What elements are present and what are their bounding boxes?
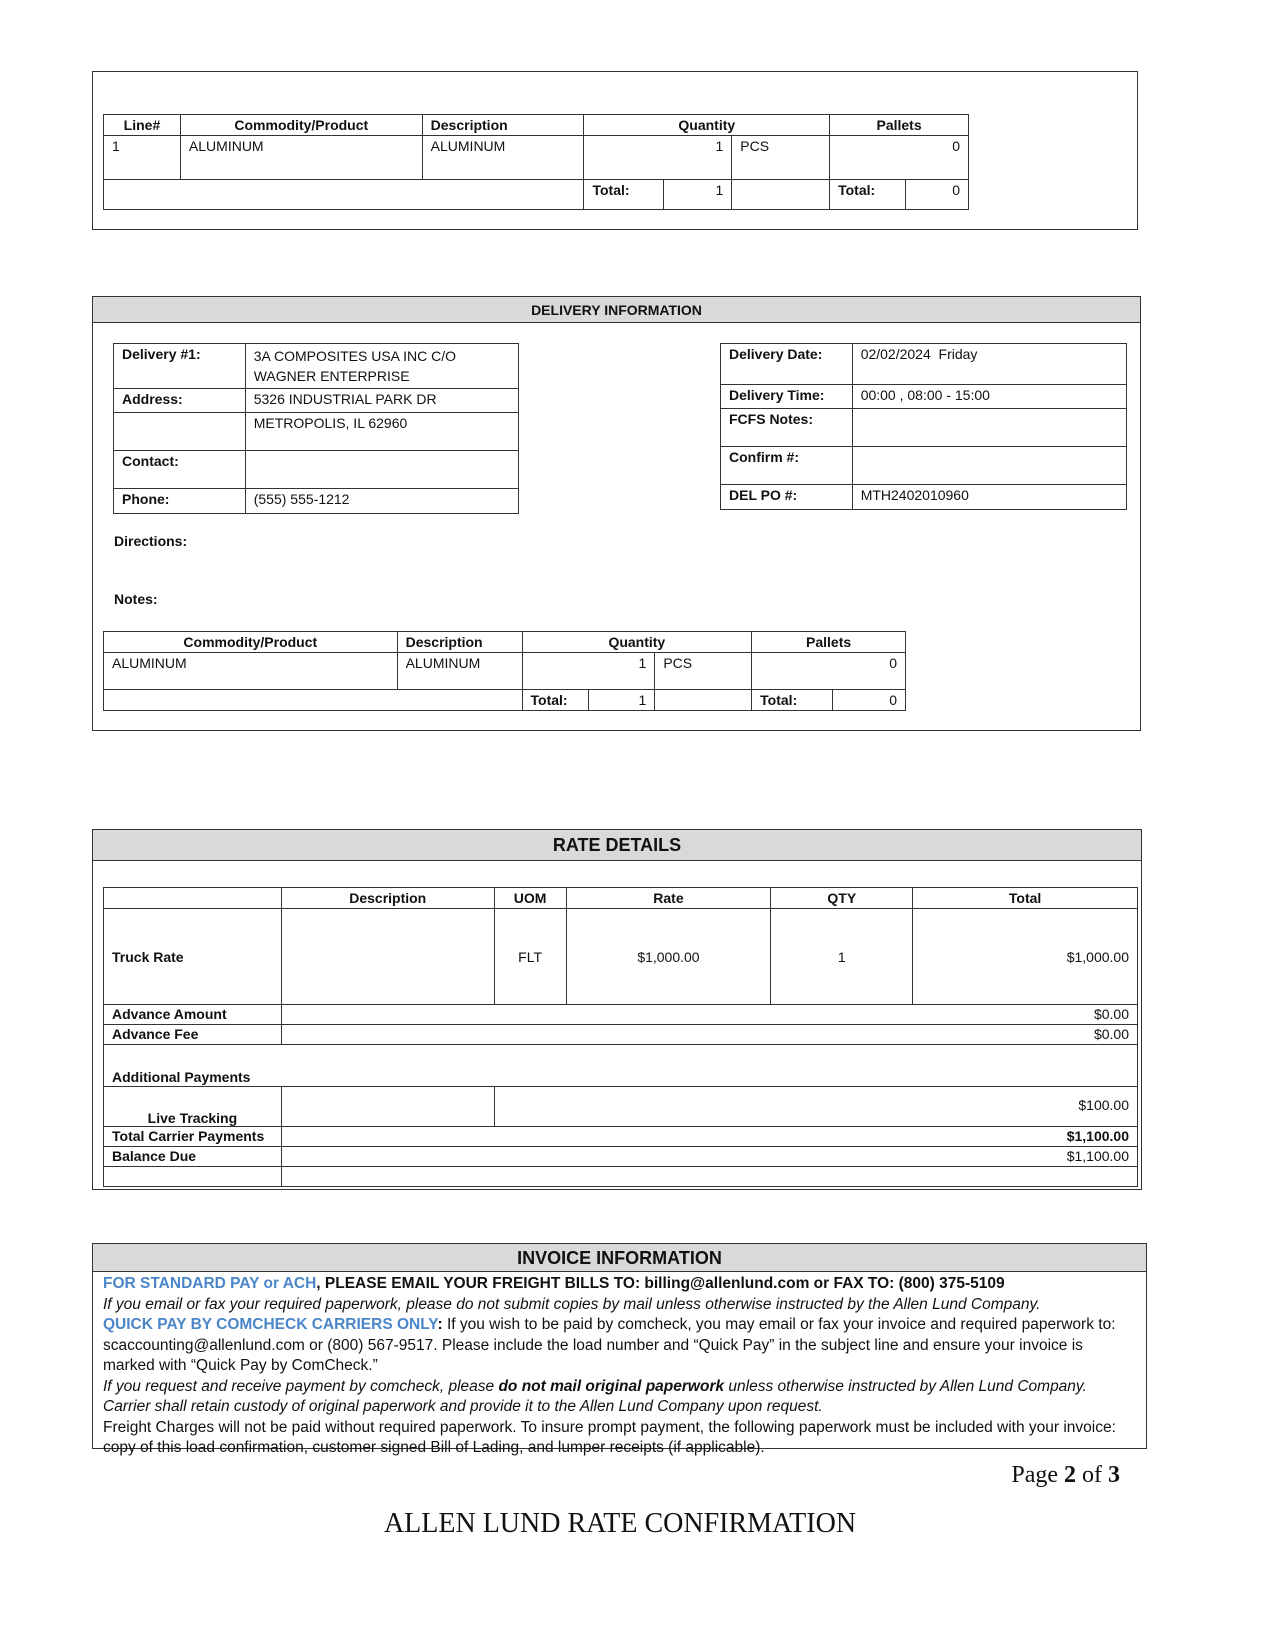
- cell-pallets: 0: [830, 136, 969, 180]
- totals-row: [104, 180, 969, 210]
- phone-value: (555) 555-1212: [245, 489, 518, 514]
- address-label: Address:: [114, 389, 246, 413]
- invoice-section: [92, 1243, 1147, 1456]
- standard-pay-line: [103, 1274, 1133, 1295]
- qty-total-value: 1: [664, 180, 732, 210]
- delivery-commodity-table: [103, 631, 906, 711]
- advance-fee-label: Advance Fee: [104, 1025, 282, 1045]
- delivery-time-label: Delivery Time:: [721, 385, 853, 409]
- delivery-section: [92, 296, 1141, 731]
- delivery-date-label: Delivery Date:: [721, 344, 853, 385]
- total-carrier-payments-label: Total Carrier Payments: [104, 1127, 282, 1147]
- table-row: [104, 653, 906, 690]
- total-carrier-payments-row: [104, 1127, 1138, 1147]
- quick-pay-text: If you wish to be paid by comcheck, you may email or fax your invoice and required paperwork to: scaccounting@allenlund.com or (800) 567-9517. Please include the load number and “Quick Pay” in the subject line and ensure your invoice is marked with “Quick Pay by ComCheck.”: [103, 1316, 1116, 1374]
- quick-pay-colon: :: [437, 1316, 443, 1333]
- original-paperwork-text-b: unless otherwise instructed by Allen Lund Company. Carrier shall retain custody of original paperwork and provide it to the Allen Lund Company upon request.: [103, 1377, 1087, 1415]
- pallets-total-value: 0: [906, 180, 969, 210]
- fcfs-notes-value: [852, 409, 1126, 447]
- col-header-qty: QTY: [771, 888, 913, 909]
- truck-rate-uom: FLT: [494, 909, 566, 1005]
- col-header-rate: Rate: [566, 888, 771, 909]
- qty-total-label: Total:: [584, 180, 664, 210]
- rate-details-section: [92, 829, 1142, 1190]
- rate-table: [103, 887, 1138, 1187]
- col-header-quantity: Quantity: [522, 632, 752, 653]
- invoice-header: INVOICE INFORMATION: [93, 1244, 1146, 1272]
- contact-label: Contact:: [114, 451, 246, 489]
- invoice-body: [93, 1272, 1143, 1461]
- advance-fee-value: $0.00: [281, 1025, 1137, 1045]
- freight-charges-paragraph: Freight Charges will not be paid without required paperwork. To insure prompt payment, the following paperwork must be included with your invoice: copy of this load confirmation, customer signed Bill of Lading, and lumper receipts (if applicable).: [103, 1418, 1116, 1456]
- delivery-number-label: Delivery #1:: [114, 344, 246, 389]
- col-header-commodity: Commodity/Product: [180, 115, 422, 136]
- page-number: [1011, 1462, 1120, 1489]
- live-tracking-label: Live Tracking: [104, 1087, 282, 1127]
- cell-qty: 1: [522, 653, 655, 690]
- col-header-description: Description: [422, 115, 584, 136]
- quick-pay-paragraph: [103, 1315, 1133, 1377]
- col-header-commodity: Commodity/Product: [104, 632, 398, 653]
- cell-commodity: ALUMINUM: [180, 136, 422, 180]
- additional-payments-row: [104, 1045, 1138, 1087]
- pallets-total-value: 0: [833, 690, 906, 711]
- balance-due-label: Balance Due: [104, 1147, 282, 1167]
- page-of-word: of: [1082, 1462, 1102, 1488]
- pallets-total-label: Total:: [752, 690, 833, 711]
- email-fax-note: If you email or fax your required paperwork, please do not submit copies by mail unless otherwise instructed by the Allen Lund Company.: [103, 1295, 1041, 1313]
- del-po-label: DEL PO #:: [721, 485, 853, 510]
- col-header-total: Total: [913, 888, 1138, 909]
- document-title: ALLEN LUND RATE CONFIRMATION: [383, 1508, 857, 1539]
- qty-total-value: 1: [589, 690, 655, 711]
- delivery-name-line2: WAGNER ENTERPRISE: [253, 368, 410, 384]
- original-paperwork-text-a: If you request and receive payment by comcheck, please: [103, 1377, 499, 1395]
- col-header-quantity: Quantity: [584, 115, 830, 136]
- advance-amount-value: $0.00: [281, 1005, 1137, 1025]
- truck-rate-qty: 1: [771, 909, 913, 1005]
- commodity-section: [92, 71, 1138, 230]
- address-line2: METROPOLIS, IL 62960: [245, 413, 518, 451]
- truck-rate-description: [281, 909, 494, 1005]
- quick-pay-label: QUICK PAY BY COMCHECK CARRIERS ONLY: [103, 1316, 438, 1333]
- del-po-value: MTH2402010960: [852, 485, 1126, 510]
- address-line1: 5326 INDUSTRIAL PARK DR: [245, 389, 518, 413]
- directions-label: Directions:: [114, 533, 188, 549]
- original-paperwork-paragraph: [103, 1377, 1133, 1418]
- truck-rate-row: [104, 909, 1138, 1005]
- delivery-time-value: 00:00 , 08:00 - 15:00: [852, 385, 1126, 409]
- live-tracking-value: $100.00: [494, 1087, 1137, 1127]
- additional-payments-label: Additional Payments: [104, 1045, 1138, 1087]
- col-header-description: Description: [397, 632, 522, 653]
- total-carrier-payments-value: $1,100.00: [281, 1127, 1137, 1147]
- advance-amount-row: [104, 1005, 1138, 1025]
- page-current: 2: [1064, 1462, 1076, 1488]
- standard-pay-text: , PLEASE EMAIL YOUR FREIGHT BILLS TO: billing@allenlund.com or FAX TO: (800) 375-5109: [316, 1275, 1005, 1292]
- confirm-label: Confirm #:: [721, 447, 853, 485]
- col-header-pallets: Pallets: [752, 632, 906, 653]
- balance-due-value: $1,100.00: [281, 1147, 1137, 1167]
- col-header-uom: UOM: [494, 888, 566, 909]
- phone-label: Phone:: [114, 489, 246, 514]
- truck-rate-rate: $1,000.00: [566, 909, 771, 1005]
- original-paperwork-bold: do not mail original paperwork: [498, 1377, 725, 1395]
- pallets-total-label: Total:: [830, 180, 906, 210]
- contact-value: [245, 451, 518, 489]
- delivery-header: DELIVERY INFORMATION: [93, 297, 1140, 323]
- table-row: [104, 136, 969, 180]
- notes-label: Notes:: [114, 591, 158, 607]
- delivery-left-table: [113, 343, 519, 514]
- cell-description: ALUMINUM: [422, 136, 584, 180]
- truck-rate-total: $1,000.00: [913, 909, 1138, 1005]
- totals-row: [104, 690, 906, 711]
- delivery-name-line1: 3A COMPOSITES USA INC C/O: [253, 348, 457, 364]
- advance-amount-label: Advance Amount: [104, 1005, 282, 1025]
- delivery-date-value: 02/02/2024 Friday: [852, 344, 1126, 385]
- page-total: 3: [1108, 1462, 1120, 1488]
- delivery-right-table: [720, 343, 1127, 510]
- cell-unit: PCS: [732, 136, 830, 180]
- qty-total-label: Total:: [522, 690, 589, 711]
- cell-line: 1: [104, 136, 181, 180]
- page-word: Page: [1011, 1462, 1058, 1488]
- truck-rate-label: Truck Rate: [104, 909, 282, 1005]
- cell-unit: PCS: [655, 653, 752, 690]
- cell-commodity: ALUMINUM: [104, 653, 398, 690]
- fcfs-notes-label: FCFS Notes:: [721, 409, 853, 447]
- cell-qty: 1: [584, 136, 732, 180]
- cell-description: ALUMINUM: [397, 653, 522, 690]
- rate-details-header: RATE DETAILS: [93, 830, 1141, 861]
- col-header-pallets: Pallets: [830, 115, 969, 136]
- standard-pay-label: FOR STANDARD PAY or ACH: [103, 1275, 317, 1292]
- col-header-line: Line#: [104, 115, 181, 136]
- advance-fee-row: [104, 1025, 1138, 1045]
- balance-due-row: [104, 1147, 1138, 1167]
- col-header-description: Description: [281, 888, 494, 909]
- confirm-value: [852, 447, 1126, 485]
- commodity-table: [103, 114, 969, 210]
- cell-pallets: 0: [752, 653, 906, 690]
- live-tracking-row: [104, 1087, 1138, 1127]
